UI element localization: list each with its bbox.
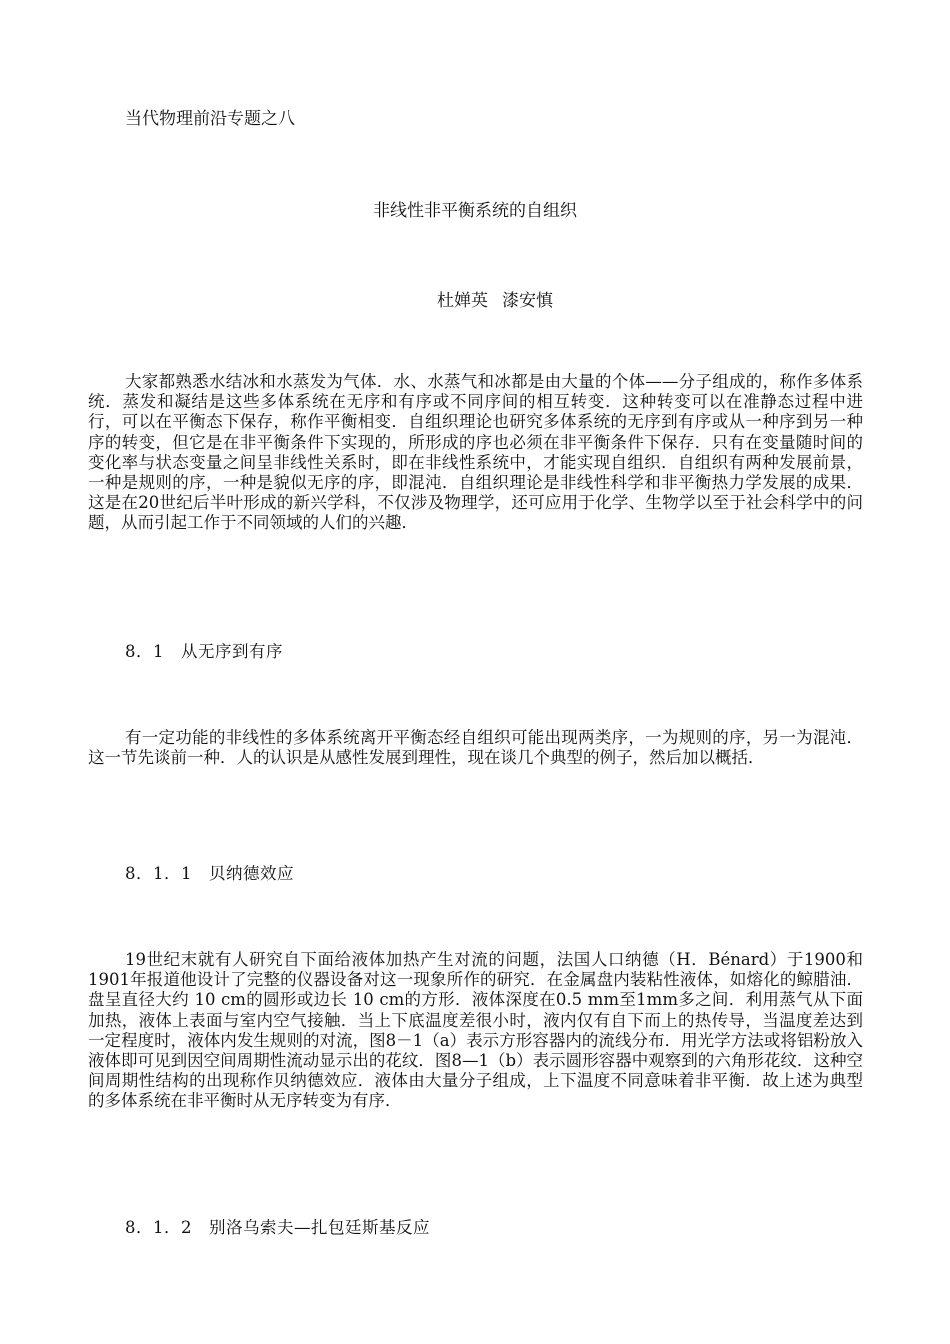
section-8-1-paragraph: 有一定功能的非线性的多体系统离开平衡态经自组织可能出现两类序，一为规则的序，另一为混沌．这一节先谈前一种．人的认识是从感性发展到理性，现在谈几个典型的例子，然后加以概括．: [88, 728, 863, 768]
intro-paragraph: 大家都熟悉水结冰和水蒸发为气体．水、水蒸气和冰都是由大量的个体——分子组成的，称作多体系统．蒸发和凝结是这些多体系统在无序和有序或不同序间的相互转变．这种转变可以在准静态过程中进行，可以在平衡态下保存，称作平衡相变．自组织理论也研究多体系统的无序到有序或从一种序到另一种序的转变，但它是在非平衡条件下实现的，所形成的序也必须在非平衡条件下保存．只有在变量随时间的变化率与状态变量之间呈非线性关系时，即在非线性系统中，才能实现自组织．自组织有两种发展前景，一种是规则的序，一种是貌似无序的序，即混沌．自组织理论是非线性科学和非平衡热力学发展的成果．这是在20世纪后半叶形成的新兴学科，不仅涉及物理学，还可应用于化学、生物学以至于社会科学中的问题，从而引起工作于不同领域的人们的兴趣．: [88, 372, 863, 533]
section-heading-8-1-1: 8．1．1 贝纳德效应: [125, 864, 294, 883]
author-name: 漆安慎: [502, 291, 553, 311]
series-label: 当代物理前沿专题之八: [125, 109, 295, 129]
section-8-1-1-paragraph: 19世纪末就有人研究自下面给液体加热产生对流的问题，法国人口纳德（H．Bénard）于1900和1901年报道他设计了完整的仪器设备对这一现象所作的研究．在金属盘内装粘性液体，如熔化的鲸腊油．盘呈直径大约 10 cm的圆形或边长 10 cm的方形．液体深度在0.5 mm至1mm多之间．利用蒸气从下面加热，液体上表面与室内空气接触．当上下底温度差很小时，液内仅有自下而上的热传导，当温度差达到一定程度时，液体内发生规则的对流，图8－1（a）表示方形容器内的流线分布．用光学方法或将铝粉放入液体即可见到因空间周期性流动显示出的花纹．图8—1（b）表示圆形容器中观察到的六角形花纹．这种空间周期性结构的出现称作贝纳德效应．液体由大量分子组成，上下温度不同意味着非平衡．故上述为典型的多体系统在非平衡时从无序转变为有序．: [88, 950, 863, 1111]
author-name: 杜婵英: [437, 291, 488, 311]
section-heading-8-1: 8．1 从无序到有序: [125, 642, 283, 661]
section-heading-8-1-2: 8．1．2 别洛乌索夫—扎包廷斯基反应: [125, 1218, 430, 1237]
article-title: 非线性非平衡系统的自组织: [373, 201, 577, 221]
author-line: [0, 286, 950, 311]
